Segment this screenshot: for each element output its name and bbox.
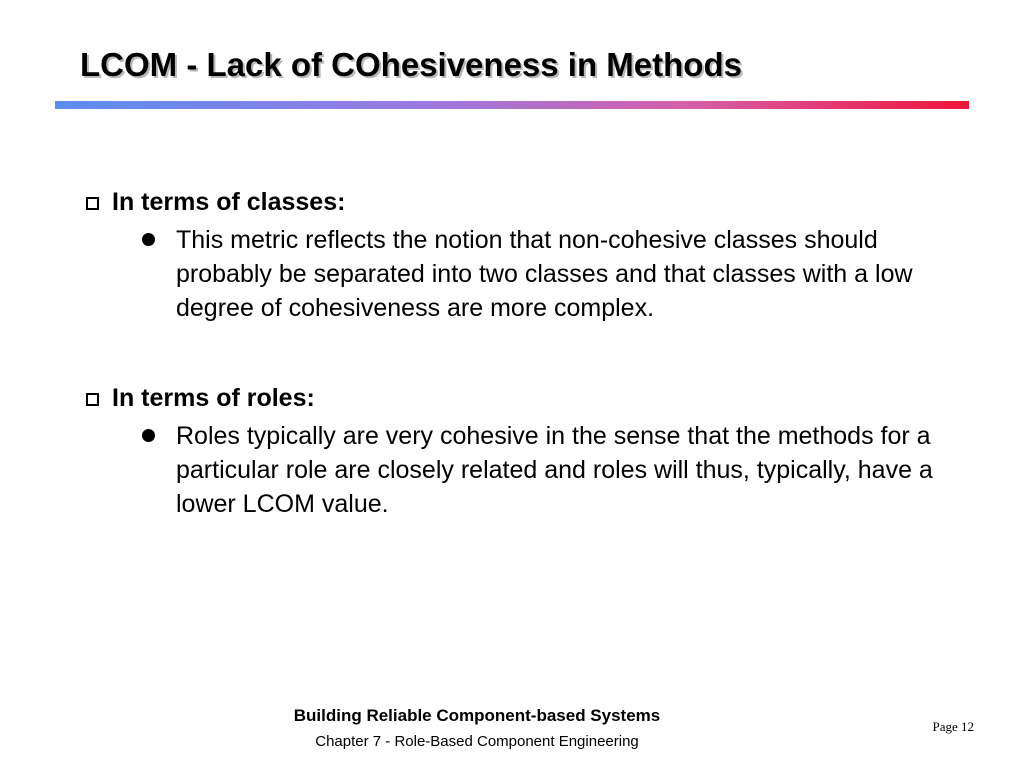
bullet-text-roles: Roles typically are very cohesive in the sense that the methods for a particular role are closely related and roles will thus, typically, have a lower LCOM value.	[176, 422, 933, 518]
bullet-item	[176, 419, 936, 521]
footer-chapter: Chapter 7 - Role-Based Component Engineering	[315, 733, 639, 750]
bullet-dot-icon	[142, 233, 155, 246]
section-heading-classes: In terms of classes:	[112, 187, 346, 216]
checkbox-bullet-icon	[86, 393, 99, 406]
checkbox-bullet-icon	[86, 197, 99, 210]
section-heading-row	[86, 187, 966, 217]
footer-book-title: Building Reliable Component-based Systems	[293, 706, 661, 725]
section-roles	[86, 383, 966, 521]
title-underline-gradient	[55, 101, 969, 109]
section-heading-row	[86, 383, 966, 413]
section-classes	[86, 187, 966, 325]
slide-title: LCOM - Lack of COhesiveness in Methods	[80, 46, 742, 83]
bullet-text-classes: This metric reflects the notion that non-cohesive classes should probably be separated into two classes and that classes with a low degree of cohesiveness are more complex.	[176, 226, 913, 322]
page-number: Page 12	[932, 719, 974, 734]
bullet-item	[176, 223, 936, 325]
bullet-dot-icon	[142, 429, 155, 442]
section-heading-roles: In terms of roles:	[112, 383, 315, 412]
